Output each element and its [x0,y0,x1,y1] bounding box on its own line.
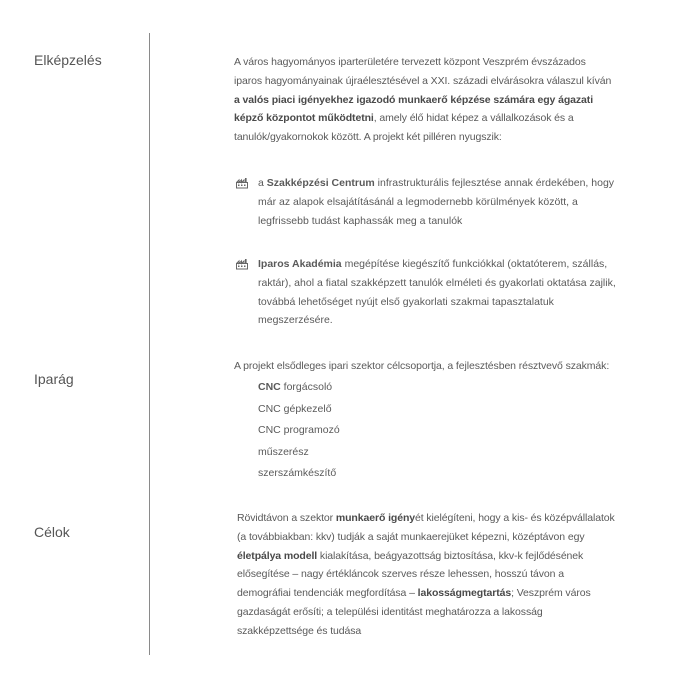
section-title-industry: Iparág [34,371,74,387]
industry-intro: A projekt elsődleges ipari szektor célcsoportja, a fejlesztésben résztvevő szakmák: [234,360,610,372]
vision-bullet-2-text [258,255,628,330]
text-segment: ét kielégíteni, hogy a kis- és középvállalatok (a továbbiakban: kkv) tudják a saját munkaerejüket képezni, középtávon egy [237,512,615,543]
industry-item-5 [258,466,336,480]
section-title-goals: Célok [34,524,70,540]
text-segment: forgácsoló [280,381,333,393]
vertical-divider [149,33,150,655]
vision-bullet-1-text [258,174,630,230]
industry-item-2 [258,402,332,416]
section-title-vision: Elképzelés [34,52,102,68]
bold-text-segment: lakosságmegtartás [417,587,512,600]
text-segment: ; Veszprém város gazdaságát erősíti; a települési identitást meghatározza a lakosság szakképzettsége és tudása [237,587,591,637]
bold-text-segment: Szakképzési Centrum [266,177,375,189]
bold-text-segment: CNC [258,381,281,393]
text-segment: műszerész [258,446,309,458]
text-segment: Rövidtávon a szektor [237,512,336,524]
text-segment: megépítése kiegészítő funkciókkal (oktatóterem, szállás, raktár), ahol a fiatal szakképzett tanulók elméleti és gyakorlati oktatása zajlik, továbbá lehetőséget nyújt első gyakorlati szakmai tapasztalatuk megszerzésére. [258,258,616,327]
bold-text-segment: a valós piaci igényekhez igazodó munkaerő képzése számára egy ágazati képző központot működtetni [234,93,594,125]
text-segment: CNC programozó [258,424,340,436]
goals-text [237,509,617,641]
text-segment: a [258,177,267,189]
industry-item-4 [258,445,309,459]
text-segment: szerszámkészítő [258,467,337,479]
bold-text-segment: életpálya modell [237,549,318,562]
bold-text-segment: Iparos Akadémia [258,258,342,270]
text-segment: , amely élő hidat képez a vállalkozások és a tanulók/gyakornokok között. A projekt két pilléren nyugszik: [234,112,574,144]
text-segment: A város hagyományos iparterületére tervezett központ Veszprém évszázados iparos hagyományainak újraélesztésével a XXI. századi elvárásokra válaszul kíván [234,56,612,87]
text-segment: kialakítása, beágyazottság biztosítása, kkv-k fejlődésének elősegítése – nagy értékláncok szerves része lehessen, hosszú távon a demográfiai tendenciák megfordítása – [237,549,584,600]
text-segment: infrastrukturális fejlesztése annak érdekében, hogy már az alapok elsajátításánál a legmodernebb körülmények között, a legfrissebb tudást kaphassák meg a tanulók [258,177,615,227]
industry-item-3 [258,423,340,437]
text-segment: CNC gépkezelő [258,403,332,415]
bold-text-segment: munkaerő igény [335,512,415,524]
industry-item-1 [258,380,332,394]
vision-intro [234,53,612,147]
factory-icon [236,258,248,270]
factory-icon [236,177,248,189]
